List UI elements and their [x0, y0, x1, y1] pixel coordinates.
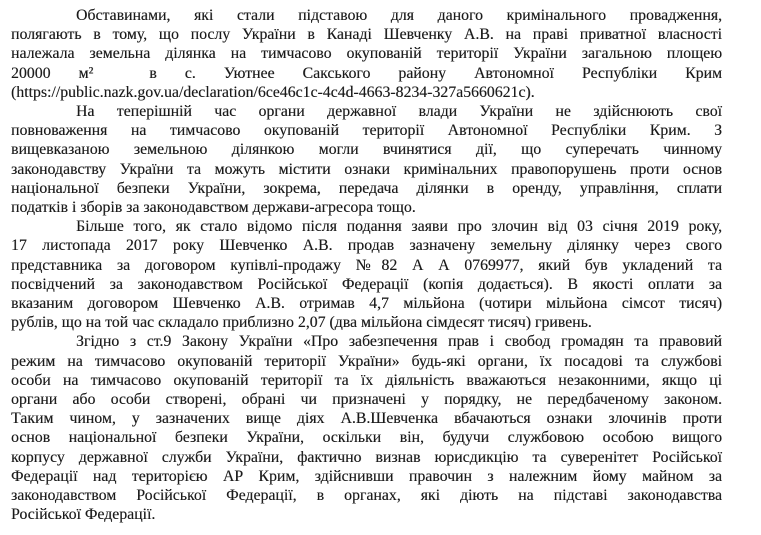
text-line: полягають в тому, що послу України в Канаді Шевченку А.В. на праві приватної власності — [11, 26, 722, 44]
paragraph — [11, 217, 722, 332]
text-line: національної безпеки України, зокрема, передача ділянки в оренду, управління, сплати — [11, 179, 722, 197]
text-line: Обставинами, які стали підставою для даного кримінального провадження, — [76, 7, 722, 24]
text-line: органи або особи створені, обрані чи призначені у порядку, не передбаченому законом. — [11, 391, 722, 409]
text-line: режим на тимчасово окупованій території України» будь-які органи, їх посадові та службові — [11, 352, 722, 370]
text-line: основ національної безпеки України, оскільки він, будучи службовою особою вищого — [11, 429, 722, 447]
text-line: 20000 м² в с. Уютнее Сакського району Автономної Республіки Крим — [11, 64, 722, 82]
text-line: особи на тимчасово окупованій території та їх діяльність вважаються незаконними, якщо ці — [11, 371, 722, 389]
text-line: вищевказаною земельною ділянкою могли вчинятися дії, що суперечать чинному — [11, 141, 722, 159]
paragraph — [11, 102, 722, 217]
text-line: Згідно з ст.9 Закону України «Про забезпечення прав і свобод громадян та правовий — [76, 333, 722, 351]
text-line: Таким чином, у зазначених вище діях А.В.Шевченка вбачаються ознаки злочинів проти — [11, 410, 722, 428]
text-line: корпусу державної служби України, фактично визнав юрисдикцію та суверенітет Російської — [11, 448, 722, 466]
text-line: Федерації над територією АР Крим, здійснивши правочин з належним йому майном за — [11, 467, 722, 485]
text-line: законодавством Російської Федерації, в органах, які діють на підставі законодавства — [11, 487, 722, 505]
text-line: податків і зборів за законодавством держави-агресора тощо. — [11, 199, 416, 217]
paragraph — [11, 332, 722, 524]
text-line: повноваження на тимчасово окупованій території Автономної Республіки Крим. З — [11, 122, 722, 140]
paragraph — [11, 6, 722, 102]
text-line: посвідчений за законодавством Російської Федерації (копія додається). В якості оплати за — [11, 275, 722, 293]
text-line: Російської Федерації. — [11, 506, 156, 524]
text-line: На теперішній час органи державної влади України не здійснюють свої — [76, 103, 722, 121]
document-page — [11, 6, 722, 524]
text-line: 17 листопада 2017 року Шевченко А.В. продав зазначену земельну ділянку через свого — [11, 237, 722, 255]
text-line: законодавству України та можуть містити ознаки кримінальних правопорушень проти основ — [11, 160, 722, 178]
text-line: рублів, що на той час складало приблизно 2,07 (два мільйона сімдесят тисяч) гривень. — [11, 314, 592, 332]
text-line-url: (https://public.nazk.gov.ua/declaration/6ce46c1c-4c4d-4663-8234-327a5660621c). — [11, 83, 535, 101]
text-line: Більше того, як стало відомо після подання заяви про злочин від 03 січня 2019 року, — [76, 218, 722, 236]
text-line: належала земельна ділянка на тимчасово окупованій території України загальною площею — [11, 45, 722, 63]
text-line: представника за договором купівлі-продажу №82 А А 0769977, який був укладений та — [11, 256, 722, 274]
text-line: вказаним договором Шевченко А.В. отримав 4,7 мільйона (чотири мільйона сімсот тисяч) — [11, 295, 722, 313]
